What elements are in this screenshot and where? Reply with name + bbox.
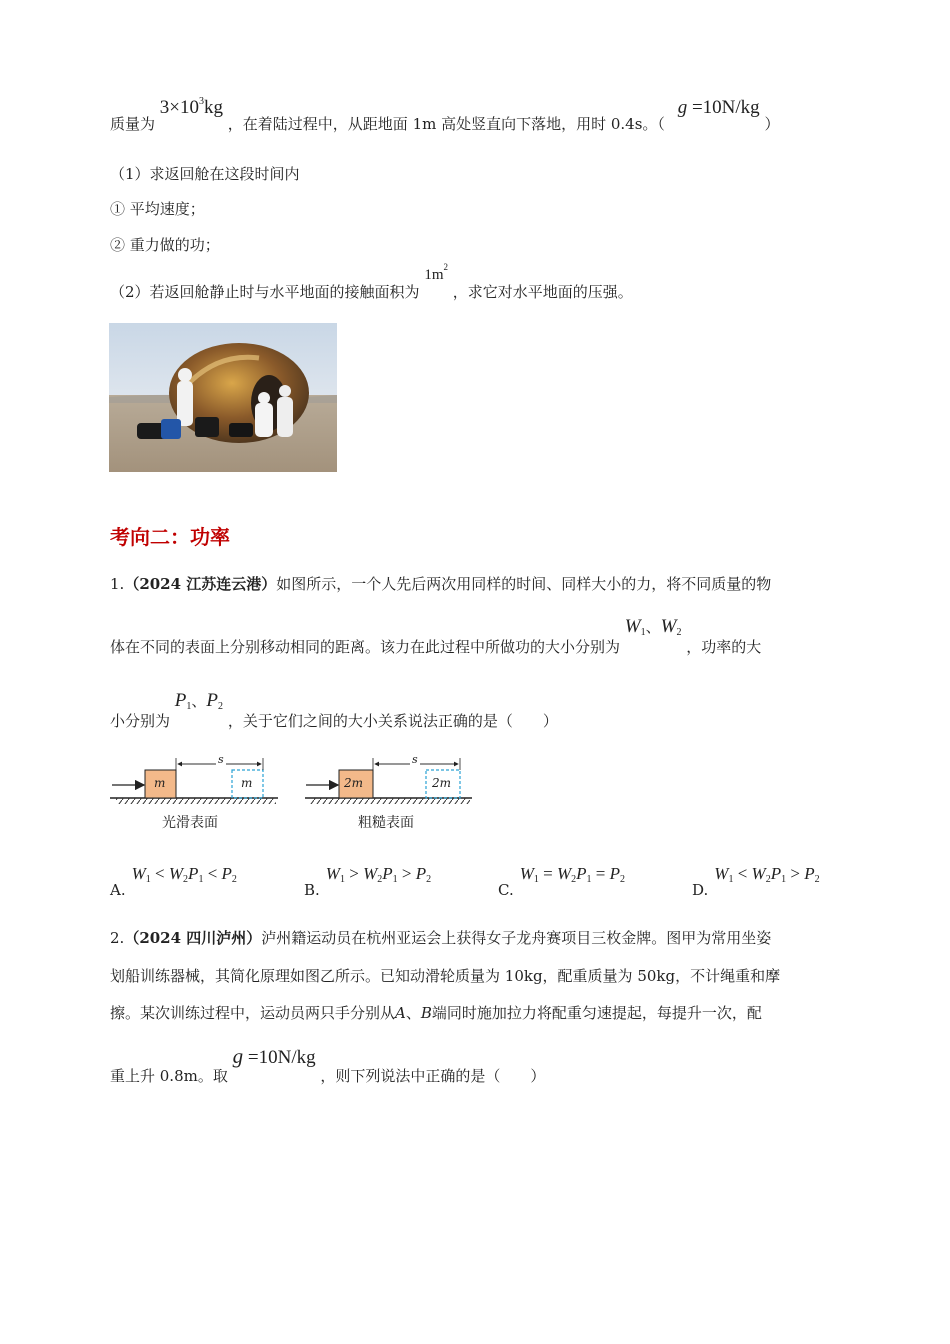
mass-unit: kg bbox=[204, 97, 224, 118]
mass-exp: 3 bbox=[199, 96, 205, 107]
problem-2-line-1 bbox=[110, 927, 771, 948]
option-formula: $W_1 < W_2P_1 < P_2$ bbox=[131, 864, 237, 885]
problem-2-line-4 bbox=[110, 1044, 546, 1086]
section-title: 考向二：功率 bbox=[110, 525, 230, 549]
text-segment: ，则下列说法中正确的是（ ） bbox=[320, 1067, 546, 1085]
text-segment: 端同时施加拉力将配重匀速提起，每提升一次，配 bbox=[431, 1004, 762, 1022]
option-label: A. bbox=[110, 881, 126, 899]
g-value: =10N/kg bbox=[247, 1047, 316, 1068]
left-distance-label: s bbox=[218, 753, 224, 766]
problem-2-source: （2024 四川泸州） bbox=[124, 929, 262, 947]
w-symbol: W bbox=[624, 616, 641, 637]
p-sub: 2 bbox=[218, 701, 224, 712]
text-segment: 泸州籍运动员在杭州亚运会上获得女子龙舟赛项目三枚金牌。图甲为常用坐姿 bbox=[261, 929, 772, 947]
text-segment: 体在不同的表面上分别移动相同的距离。该力在此过程中所做功的大小分别为 bbox=[110, 638, 621, 656]
option-label: D. bbox=[692, 881, 709, 899]
option-formula: $W_1 > W_2P_1 > P_2$ bbox=[325, 864, 432, 885]
option-formula: $W_1 = W_2P_1 = P_2$ bbox=[519, 864, 626, 885]
g-symbol: g bbox=[232, 1044, 244, 1068]
mass-formula bbox=[160, 97, 223, 118]
work-symbols bbox=[625, 616, 682, 637]
p-symbol: P bbox=[206, 690, 219, 711]
area-formula bbox=[424, 262, 448, 283]
option-label: B. bbox=[304, 881, 320, 899]
prev-q1a: ① 平均速度； bbox=[110, 200, 205, 218]
text-segment: ，功率的大 bbox=[686, 638, 762, 656]
option-c bbox=[498, 864, 625, 899]
problem-1-line-3 bbox=[110, 690, 558, 731]
text-segment: 重上升 0.8m。取 bbox=[110, 1067, 228, 1085]
g-formula-2 bbox=[232, 1044, 316, 1068]
option-b bbox=[304, 864, 431, 899]
separator: 、 bbox=[191, 694, 207, 710]
right-distance-label: s bbox=[412, 753, 418, 766]
left-target-label: m bbox=[241, 776, 253, 790]
problem-1-source: （2024 江苏连云港） bbox=[124, 575, 277, 593]
p-sub: 1 bbox=[186, 701, 192, 712]
power-symbols bbox=[175, 690, 223, 711]
prev-q1: （1）求返回舱在这段时间内 bbox=[110, 165, 300, 183]
prev-q2 bbox=[110, 262, 633, 302]
area-exp: 2 bbox=[443, 262, 448, 272]
capsule-photo-drawing bbox=[109, 323, 337, 472]
prev-q1b: ② 重力做的功； bbox=[110, 236, 220, 254]
right-caption: 粗糙表面 bbox=[358, 815, 414, 831]
text-segment: 如图所示，一个人先后两次用同样的时间、同样大小的力，将不同质量的物 bbox=[276, 575, 772, 593]
text-segment: ，在着陆过程中，从距地面 1m 高处竖直向下落地，用时 0.4s。（ bbox=[227, 115, 665, 133]
g-value: =10N/kg bbox=[691, 97, 760, 118]
problem-1-figure bbox=[110, 752, 480, 836]
w-symbol: W bbox=[660, 616, 677, 637]
mass-base: 3×10 bbox=[159, 97, 200, 118]
text-segment: ，求它对水平地面的压强。 bbox=[452, 283, 633, 301]
w-sub: 1 bbox=[640, 627, 646, 638]
text-segment: ） bbox=[764, 115, 780, 133]
p-symbol: P bbox=[174, 690, 187, 711]
point-a: A bbox=[395, 1004, 406, 1022]
problem-1-line-2 bbox=[110, 616, 762, 657]
text-segment: 擦。某次训练过程中，运动员两只手分别从 bbox=[110, 1004, 396, 1022]
g-symbol: g bbox=[677, 97, 688, 118]
right-block-label: 2m bbox=[344, 776, 364, 790]
option-d bbox=[692, 864, 820, 899]
option-label: C. bbox=[498, 881, 514, 899]
separator: 、 bbox=[405, 1004, 421, 1022]
text-segment: （2）若返回舱静止时与水平地面的接触面积为 bbox=[110, 283, 420, 301]
problem-1-number: 1. bbox=[110, 575, 125, 593]
separator: 、 bbox=[645, 620, 661, 636]
area-base: 1m bbox=[424, 267, 444, 283]
text-segment: 质量为 bbox=[110, 115, 156, 133]
option-formula: $W_1 < W_2P_1 > P_2$ bbox=[714, 864, 820, 885]
problem-2-number: 2. bbox=[110, 929, 125, 947]
problem-2-line-3 bbox=[110, 1002, 762, 1023]
point-b: B bbox=[420, 1004, 432, 1022]
w-sub: 2 bbox=[676, 627, 682, 638]
text-segment: 小分别为 bbox=[110, 712, 171, 730]
problem-1-line-1 bbox=[110, 573, 771, 594]
capsule-photo bbox=[109, 323, 337, 472]
left-caption: 光滑表面 bbox=[162, 815, 218, 831]
left-block-label: m bbox=[154, 776, 166, 790]
prev-line-1 bbox=[110, 96, 780, 134]
problem-2-line-2: 划船训练器械，其简化原理如图乙所示。已知动滑轮质量为 10kg，配重质量为 50kg，不计绳重和摩 bbox=[110, 967, 781, 985]
g-formula bbox=[678, 97, 760, 118]
option-a bbox=[110, 864, 237, 899]
text-segment: ，关于它们之间的大小关系说法正确的是（ ） bbox=[227, 712, 558, 730]
right-target-label: 2m bbox=[432, 776, 452, 790]
